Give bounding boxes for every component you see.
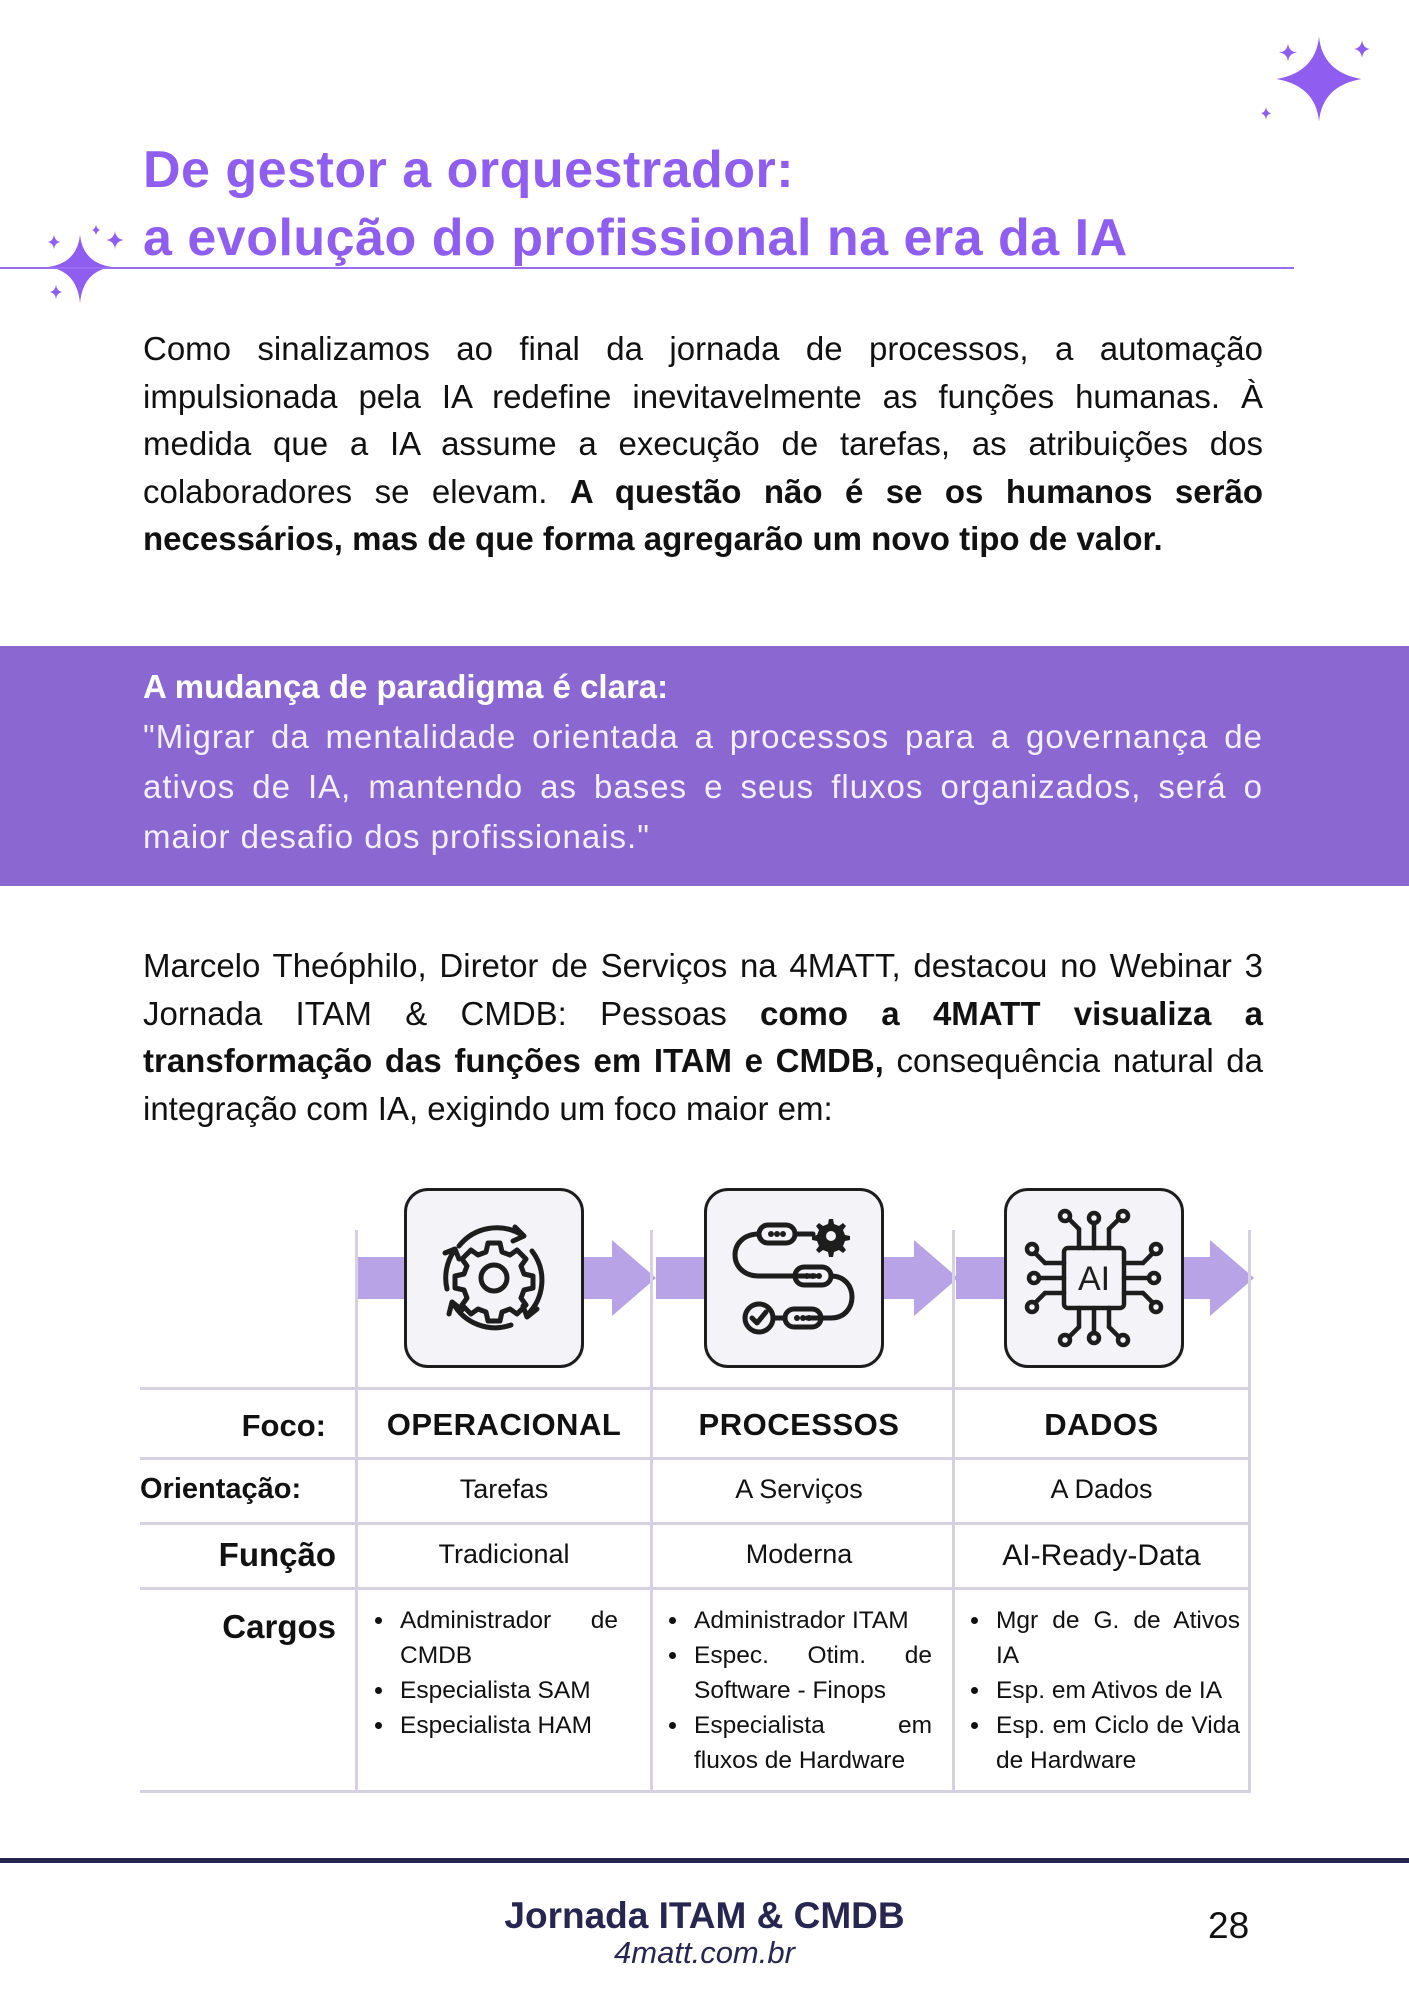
highlight-quote: "Migrar da mentalidade orientada a processos para a governança de ativos de IA, mantendo as bases e seus fluxos organizados, será o maior desafio dos profissionais." [143,718,1263,855]
label-foco: Foco: [241,1408,326,1443]
cargo-item: • Esp. em Ciclo de Vida de Hardware [992,1708,1240,1778]
grid-hline-1 [140,1387,1251,1390]
footer-title: Jornada ITAM & CMDB [504,1895,905,1936]
highlight-band [0,646,1409,886]
title-line-1: De gestor a orquestrador: [143,141,795,199]
col-heading-operacional: OPERACIONAL [386,1407,622,1442]
marcelo-bold: como a 4MATT visualiza a transformação das funções em ITAM e CMDB, [143,994,1263,1079]
cargo-item: • Especialista HAM [396,1708,618,1743]
highlight-heading: A mudança de paradigma é clara: [143,668,669,705]
ai-chip-icon [1007,1191,1181,1365]
grid-vline-3 [952,1230,955,1792]
cargos-dados [962,1603,1240,1778]
label-funcao: Função [218,1536,336,1573]
intro-text: Como sinalizamos ao final da jornada de processos, a automação impulsionada pela IA redefine inevitavelmente as funções humanas. À medida que a IA assume a execução de tarefas, as atribuições dos colaboradores se elevam. [143,330,1263,510]
orientacao-dados: A Dados [1050,1474,1153,1504]
label-cargos: Cargos [222,1608,336,1645]
title-line-2: a evolução do profissional na era da IA [143,209,1128,267]
page-number: 28 [1208,1905,1250,1946]
funcao-operacional: Tradicional [438,1539,570,1569]
grid-hline-4 [140,1587,1251,1590]
cargo-item: • Esp. em Ativos de IA [992,1673,1240,1708]
marcelo-text-2: consequência natural da integração com IA, exigindo um foco maior em: [143,1042,1263,1127]
process-flow-icon [707,1191,881,1365]
grid-hline-2 [140,1457,1251,1460]
marcelo-text-1: Marcelo Theóphilo, Diretor de Serviços na 4MATT, destacou no Webinar 3 Jornada ITAM & CMDB: Pessoas [143,947,1263,1032]
cargos-processos [660,1603,932,1778]
cargo-item: • Espec. Otim. de Software - Finops [690,1638,932,1708]
icon-box-dados [1004,1188,1184,1368]
title-divider [0,267,1294,269]
cargo-item: • Administrador ITAM [690,1603,932,1638]
icon-box-operacional [404,1188,584,1368]
svg-text:AI: AI [1077,1260,1111,1298]
grid-vline-4 [1248,1230,1251,1792]
funcao-dados: AI-Ready-Data [1002,1539,1201,1572]
funcao-processos: Moderna [745,1539,853,1569]
footer-url[interactable]: 4matt.com.br [614,1935,795,1970]
col-heading-dados: DADOS [1044,1407,1159,1442]
cargo-item: • Mgr de G. de Ativos IA [992,1603,1240,1673]
grid-vline-1 [355,1230,358,1792]
sparkle-top-right-icon [1262,30,1382,150]
grid-hline-5 [140,1790,1251,1793]
cargos-operacional [366,1603,618,1743]
orientacao-operacional: Tarefas [459,1474,549,1504]
grid-vline-2 [650,1230,653,1792]
footer-divider [0,1858,1409,1863]
intro-bold: A questão não é se os humanos serão necessários, mas de que forma agregarão um novo tipo de valor. [143,472,1263,557]
cargo-item: • Especialista em fluxos de Hardware [690,1708,932,1778]
cargo-item: • Especialista SAM [396,1673,618,1708]
marcelo-paragraph [143,942,1263,1132]
col-heading-processos: PROCESSOS [698,1407,900,1442]
label-orientacao: Orientação: [140,1473,302,1505]
icon-box-processos [704,1188,884,1368]
page-title [143,136,1293,272]
intro-paragraph [143,325,1263,563]
grid-hline-3 [140,1522,1251,1525]
cargo-item: • Administrador de CMDB [396,1603,618,1673]
gear-cycle-icon [407,1191,581,1365]
orientacao-processos: A Serviços [735,1474,863,1504]
